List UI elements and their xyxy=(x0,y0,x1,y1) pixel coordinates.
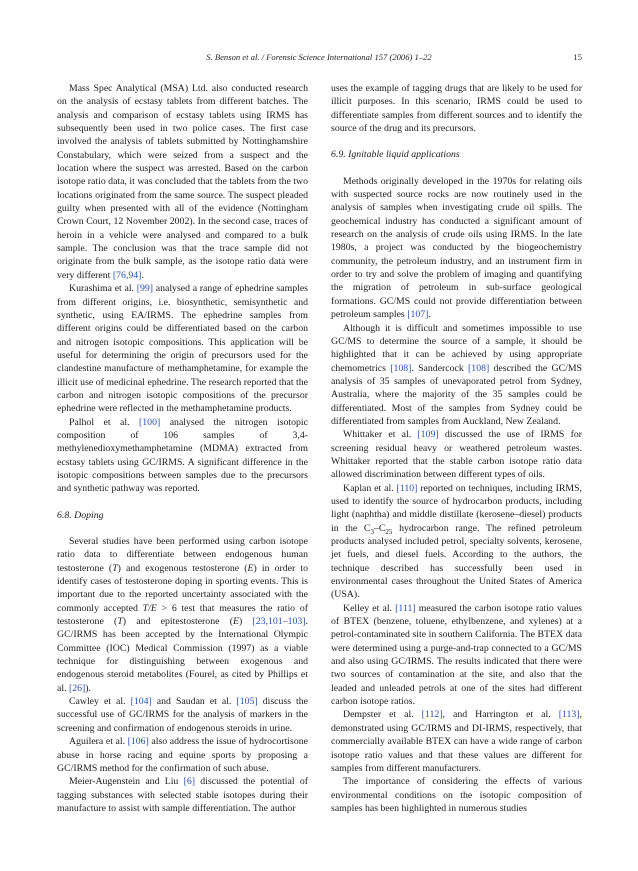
left-column xyxy=(57,82,308,815)
paragraph: The importance of considering the effects of various environmental conditions on the isotopic composition of samples has been highlighted in numerous studies xyxy=(331,776,582,814)
paragraph: Although it is difficult and sometimes impossible to use GC/MS to determine the source of a sample, it should be highlighted that it can be achieved by using appropriate chemometrics [108]. Sandercock [108] described the GC/MS analysis of 35 samples of unevaporated petrol from Sydney, Australia, where the majority of the 35 samples could be differentiated. Most of the samples from Sydney could be differentiated from samples from Auckland, New Zealand. xyxy=(331,322,582,427)
paragraph: Several studies have been performed using carbon isotope ratio data to differentiate between endogenous human testosterone (T) and exogenous testosterone (E) in order to identify cases of testosterone doping in sporting events. This is important due to the reported uncertainty associated with the commonly accepted T/E > 6 test that measures the ratio of testosterone (T) and epitestosterone (E) [23,101–103]. GC/IRMS has been accepted by the International Olympic Committee (IOC) Medical Commission (1997) as a viable technique for distinguishing between exogenous and endogenous steroid metabolites (Fourel, as cited by Phillips et al. [26]). xyxy=(57,536,308,694)
running-head: S. Benson et al. / Forensic Science International 157 (2006) 1–22 xyxy=(206,52,432,62)
section-heading-ignitable-liquids: 6.9. Ignitable liquid applications xyxy=(331,149,460,161)
paragraph: Kurashima et al. [99] analysed a range of ephedrine samples from different origins, i.e. biosynthetic, semisynthetic and synthetic, using EA/IRMS. The ephedrine samples from different origins could be differentiated based on the carbon and nitrogen isotopic compositions. This application will be useful for determining the origin of precursors used for the clandestine manufacture of methamphetamine, for example the illicit use of medicinal ephedrine. The research reported that the carbon and nitrogen isotopic compositions of the precursor ephedrine were reflected in the methamphetamine products. xyxy=(57,283,308,415)
paragraph: Kelley et al. [111] measured the carbon isotope ratio values of BTEX (benzene, toluene, ethylbenzene, and xylenes) at a petrol-contaminated site in southern California. The BTEX data were determined using a purge-and-trap connected to a GC/MS and also using GC/IRMS. The results indicated that there were two sources of contamination at the site, and also that the leaded and unleaded petrols at one of the sites had different carbon isotope ratios. xyxy=(331,602,582,708)
paragraph: Kaplan et al. [110] reported on techniques, including IRMS, used to identify the source of hydrocarbon products, including light (naphtha) and middle distillate (kerosene–diesel) products in the $C_3-C_{25}$ hydrocarbon range. The refined petroleum products analysed included petrol, specialty solvents, kerosene, jet fuels, and diesel fuels. According to the authors, the technique described has successfully been used in environmental cases throughout the United States of America (USA). xyxy=(331,482,582,601)
paragraph: Methods originally developed in the 1970s for relating oils with suspected source rocks are now routinely used in the analysis of samples when investigating crude oil spills. The geochemical industry has conducted a significant amount of research on the analysis of crude oils using IRMS. In the late 1980s, a project was conducted by the biogeochemistry community, the petroleum industry, and an instrument firm in order to try and solve the problem of imaging and quantifying the migration of petroleum in sub-surface geological formations. GC/MS could not provide differentiation between petroleum samples [107]. xyxy=(331,175,582,321)
paragraph: Palhol et al. [100] analysed the nitrogen isotopic composition of 106 samples of 3,4-methylenedioxymethamphetamine (MDMA) extracted from ecstasy tablets using GC/IRMS. A significant difference in the isotopic compositions between samples due to the precursors and synthetic pathway was reported. xyxy=(57,416,308,495)
citation-link[interactable]: [108] xyxy=(390,362,412,374)
citation-link[interactable]: [110] xyxy=(396,482,418,494)
citation-link[interactable]: [26] xyxy=(68,682,86,694)
citation-link[interactable]: [106] xyxy=(127,736,149,748)
citation-link[interactable]: [111] xyxy=(395,602,416,614)
citation-link[interactable]: [76,94] xyxy=(112,269,142,281)
paragraph: Whittaker et al. [109] discussed the use of IRMS for screening residual heavy or weathered petroleum wastes. Whittaker reported that the stable carbon isotope ratio data allowed discrimination between different types of oils. xyxy=(331,429,582,481)
citation-link[interactable]: [100] xyxy=(139,416,161,428)
citation-link[interactable]: [112] xyxy=(421,709,443,721)
citation-link[interactable]: [99] xyxy=(136,283,154,295)
citation-link[interactable]: [105] xyxy=(236,696,258,708)
section-heading-doping: 6.8. Doping xyxy=(57,509,104,521)
paragraph: uses the example of tagging drugs that are likely to be used for illicit purposes. In this scenario, IRMS could be used to differentiate samples from different sources and to identify the source of the drug and its precursors. xyxy=(331,83,582,135)
paragraph: Mass Spec Analytical (MSA) Ltd. also conducted research on the analysis of ecstasy tablets from different batches. The analysis and comparison of ecstasy tablets using IRMS has subsequently been used in two police cases. The first case involved the analysis of tablets submitted by Nottinghamshire Constabulary, which were seized from a suspect and the location where the suspect was arrested. Based on the carbon isotope ratio data, it was concluded that the tablets from the two locations originated from the same source. The suspect pleaded guilty when presented with all of the evidence (Nottingham Crown Court, 12 November 2002). In the second case, traces of heroin in a vehicle were analysed and compared to a bulk sample. The conclusion was that the trace sample did not originate from the bulk sample, as the isotope ratio data were very different [76,94]. xyxy=(57,83,308,281)
paragraph: Cawley et al. [104] and Saudan et al. [105] discuss the successful use of GC/IRMS for the analysis of markers in the screening and confirmation of endogenous steroids in urine. xyxy=(57,696,308,734)
paragraph: Aguilera et al. [106] also address the issue of hydrocortisone abuse in horse racing and equine sports by proposing a GC/IRMS method for the confirmation of such abuse. xyxy=(57,736,308,774)
citation-link[interactable]: [6] xyxy=(183,776,196,788)
citation-link[interactable]: [23,101–103] xyxy=(252,616,306,628)
page-number: 15 xyxy=(573,52,582,62)
citation-link[interactable]: [113] xyxy=(558,709,580,721)
paragraph: Meier-Augenstein and Liu [6] discussed the potential of tagging substances with selected stable isotopes during their manufacture to assist with sample differentiation. The author xyxy=(57,776,308,814)
citation-link[interactable]: [104] xyxy=(130,696,152,708)
citation-link[interactable]: [109] xyxy=(417,429,439,441)
citation-link[interactable]: [108] xyxy=(468,362,490,374)
paragraph: Dempster et al. [112], and Harrington et al. [113], demonstrated using GC/IRMS and DI-IRMS, respectively, that commercially available BTEX can have a wide range of carbon isotope ratio values and that these values are different for samples from different manufacturers. xyxy=(331,709,582,774)
citation-link[interactable]: [107] xyxy=(407,309,429,321)
right-column xyxy=(331,82,582,815)
